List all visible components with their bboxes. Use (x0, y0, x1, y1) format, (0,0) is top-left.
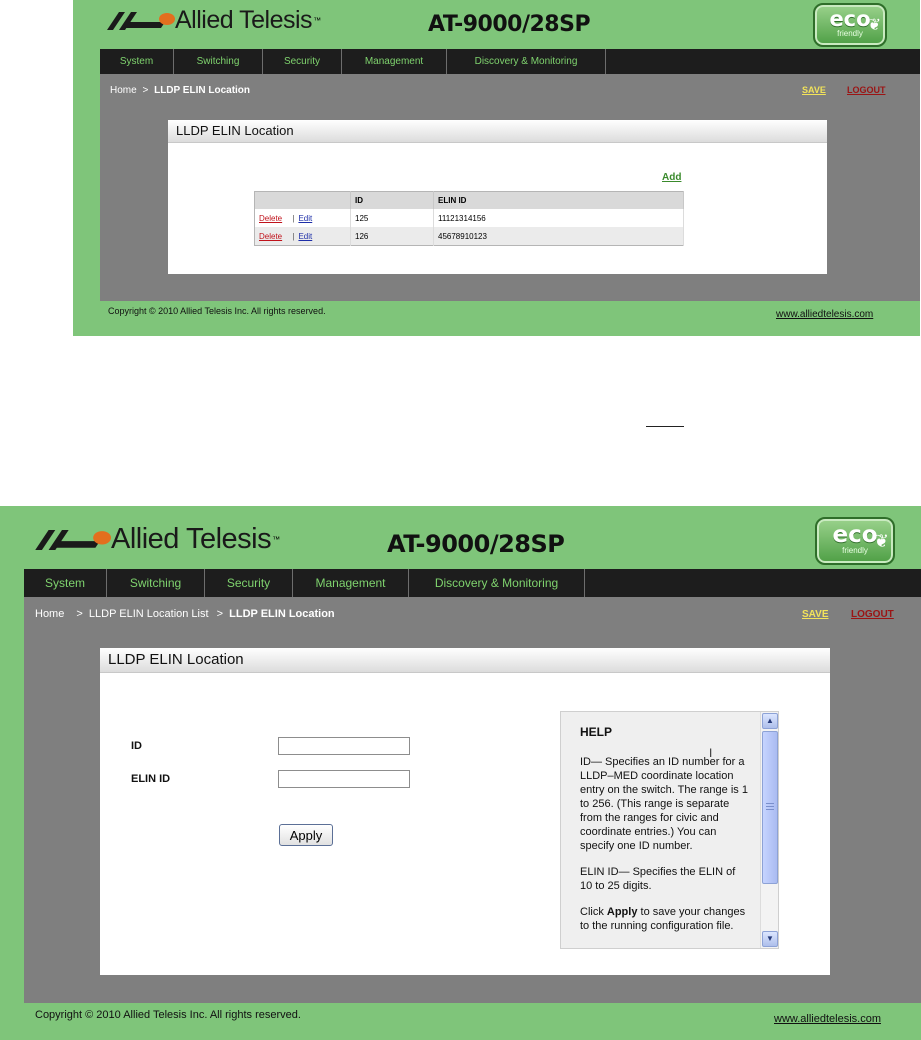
row-actions: Delete | Edit (255, 227, 351, 246)
nav-security[interactable]: Security (263, 49, 342, 74)
help-scrollbar[interactable] (760, 712, 778, 948)
table-header-row (255, 192, 684, 210)
col-header-elin-id: ELIN ID (434, 192, 684, 210)
apply-button[interactable]: Apply (279, 824, 333, 846)
delete-link[interactable]: Delete (259, 213, 283, 223)
logo-trademark: ™ (272, 535, 281, 544)
eco-leaf-icon: ❦ (873, 531, 889, 551)
elin-form-panel (100, 648, 830, 975)
breadcrumb-separator: > (76, 608, 83, 620)
edit-link[interactable]: Edit (298, 213, 313, 223)
row-actions: Delete | Edit (255, 209, 351, 227)
nav-management[interactable]: Management (342, 49, 447, 74)
logout-link[interactable]: LOGOUT (851, 609, 894, 620)
main-nav (100, 49, 920, 74)
nav-switching[interactable]: Switching (107, 569, 205, 597)
cell-id: 126 (351, 227, 434, 246)
help-apply-post: to save your changes to the running configuration file. (580, 906, 746, 932)
model-name: AT-9000/28SP (387, 530, 565, 558)
nav-switching[interactable]: Switching (174, 49, 263, 74)
content-area (100, 74, 920, 301)
id-label: ID (131, 740, 142, 752)
elin-id-label: ELIN ID (131, 773, 171, 785)
breadcrumb-current: LLDP ELIN Location (154, 85, 251, 96)
panel-title: LLDP ELIN Location (100, 648, 830, 673)
breadcrumb (35, 608, 335, 620)
divider-line (646, 426, 684, 427)
help-panel (560, 711, 779, 949)
footer-site-link[interactable]: www.alliedtelesis.com (774, 1013, 881, 1025)
footer-copyright: Copyright © 2010 Allied Telesis Inc. All rights reserved. (108, 306, 326, 316)
eco-word: eco (829, 7, 871, 31)
main-nav (24, 569, 921, 597)
cell-elin-id: 11121314156 (434, 209, 684, 227)
save-link[interactable]: SAVE (802, 609, 829, 620)
help-content (580, 725, 750, 945)
logo-text: Allied Telesis (175, 6, 313, 34)
nav-discovery-monitoring[interactable]: Discovery & Monitoring (447, 49, 606, 74)
elin-list-panel (168, 120, 827, 274)
cell-id: 125 (351, 209, 434, 227)
logout-link[interactable]: LOGOUT (847, 85, 886, 95)
eco-friendly-badge (815, 517, 895, 565)
breadcrumb-separator: > (216, 608, 224, 620)
nav-system[interactable]: System (24, 569, 107, 597)
breadcrumb-separator: > (142, 85, 149, 96)
logo-trademark: ™ (313, 16, 322, 25)
allied-telesis-logo (105, 6, 321, 35)
logo-swoosh-icon (33, 527, 111, 553)
scrollbar-thumb[interactable] (762, 731, 778, 884)
help-apply-text (580, 905, 750, 933)
help-id-text: ID— Specifies an ID number for a LLDP–MED coordinate location entry on the switch. The range is 1 to 256. (This range is separate from the ranges for civic and coordinate entries.) You can specify one ID number. (580, 756, 748, 852)
help-title: HELP (580, 725, 613, 739)
eco-sub: friendly (842, 546, 868, 555)
footer-copyright: Copyright © 2010 Allied Telesis Inc. All rights reserved. (35, 1009, 301, 1021)
eco-word: eco (832, 522, 878, 548)
delete-link[interactable]: Delete (259, 231, 283, 241)
breadcrumb-current: LLDP ELIN Location (229, 608, 335, 620)
screenshot-elin-form (0, 506, 921, 1040)
cell-elin-id: 45678910123 (434, 227, 684, 246)
nav-discovery-monitoring[interactable]: Discovery & Monitoring (409, 569, 585, 597)
breadcrumb-list[interactable]: LLDP ELIN Location List (88, 608, 209, 620)
breadcrumb-home[interactable]: Home (110, 85, 137, 96)
add-link[interactable]: Add (662, 172, 682, 183)
help-apply-bold: Apply (606, 906, 638, 918)
scroll-down-arrow-icon[interactable]: ▼ (762, 931, 778, 947)
footer-site-link[interactable]: www.alliedtelesis.com (776, 309, 874, 320)
table-row (255, 209, 684, 227)
save-link[interactable]: SAVE (802, 85, 826, 95)
elin-id-input[interactable] (278, 770, 410, 788)
breadcrumb (110, 85, 250, 96)
eco-leaf-icon: ❦ (867, 17, 881, 34)
help-apply-pre: Click (580, 906, 607, 918)
logo-swoosh-icon (105, 10, 175, 32)
eco-sub: friendly (837, 29, 863, 38)
col-header-actions (255, 192, 351, 210)
logo-text: Allied Telesis (111, 523, 272, 555)
content-area (24, 597, 921, 1003)
breadcrumb-home[interactable]: Home (35, 608, 65, 620)
edit-link[interactable]: Edit (298, 231, 313, 241)
panel-title: LLDP ELIN Location (168, 120, 827, 143)
screenshot-elin-list (73, 0, 920, 336)
text-cursor-icon: I (709, 746, 713, 760)
eco-friendly-badge (813, 3, 887, 47)
scroll-up-arrow-icon[interactable]: ▲ (762, 713, 778, 729)
nav-system[interactable]: System (100, 49, 174, 74)
model-name: AT-9000/28SP (428, 12, 591, 37)
nav-management[interactable]: Management (293, 569, 409, 597)
col-header-id: ID (351, 192, 434, 210)
id-input[interactable] (278, 737, 410, 755)
allied-telesis-logo (33, 523, 280, 556)
help-elin-text: ELIN ID— Specifies the ELIN of 10 to 25 digits. (580, 866, 736, 892)
table-row (255, 227, 684, 246)
nav-security[interactable]: Security (205, 569, 293, 597)
elin-table (254, 191, 684, 246)
